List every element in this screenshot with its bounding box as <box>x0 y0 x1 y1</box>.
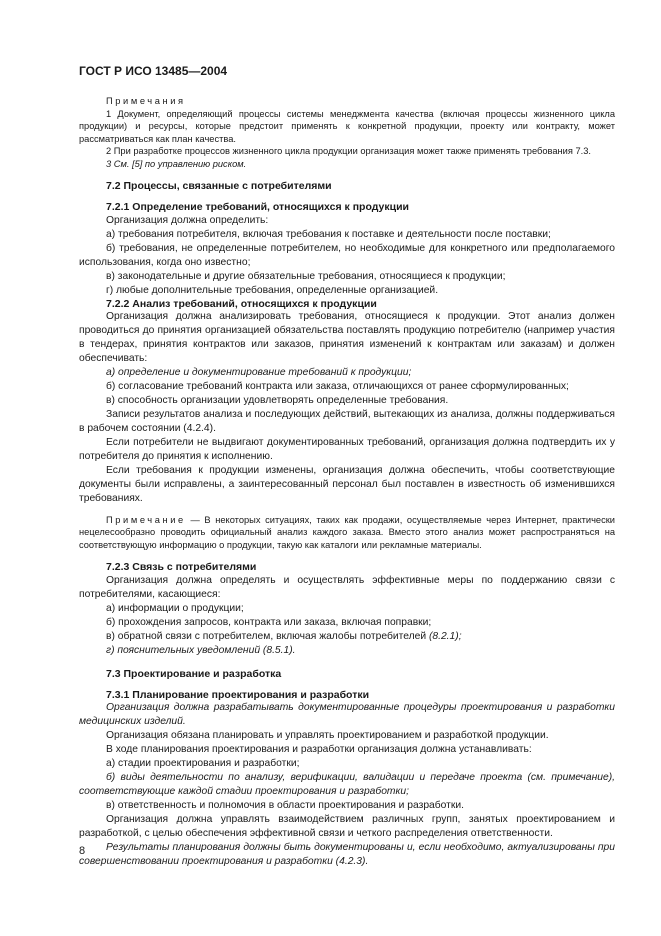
page-number: 8 <box>79 845 86 857</box>
paragraph: Организация должна разрабатывать документированные процедуры проектирования и разработки медицинских изделий. <box>79 702 615 728</box>
paragraph: Если потребители не выдвигают документированных требований, организация должна подтвердить их у потребителя до принятия к исполнению. <box>79 436 615 462</box>
list-item: г) пояснительных уведомлений (8.5.1). <box>106 645 296 657</box>
clause-reference: (8.2.1); <box>428 631 462 643</box>
note-1: 1 Документ, определяющий процессы системы менеджмента качества (включая процессы жизненного цикла продукции) и ресурсы, которые предстоит применять к конкретной продукции, проекту или контракту, может рассматриваться как план качества. <box>79 108 615 144</box>
list-item: г) любые дополнительные требования, определенные организацией. <box>106 284 439 296</box>
list-item: а) стадии проектирования и разработки; <box>106 758 300 770</box>
list-item: а) определение и документирование требований к продукции; <box>106 366 412 378</box>
note-text: — В некоторых ситуациях, таких как продажи, осуществляемые через Интернет, практически нецелесообразно проводить официальный анализ каждого заказа. Вместо этого анализ может распространяться на соответствующую информацию о продукции, такую как каталоги или рекламные материалы. <box>79 514 615 550</box>
document-header: ГОСТ Р ИСО 13485—2004 <box>79 64 228 78</box>
paragraph: Результаты планирования должны быть документированы и, если необходимо, актуализированы при совершенствовании проектирования и разработки (4.2.3). <box>79 842 615 868</box>
page-content <box>79 95 615 869</box>
list-item: а) требования потребителя, включая требования к поставке и деятельности после поставки; <box>106 228 551 240</box>
list-item-text: в) обратной связи с потребителем, включая жалобы потребителей <box>106 631 429 643</box>
list-item: в) способность организации удовлетворять определенные требования. <box>106 394 449 406</box>
section-7-2-1-title: 7.2.1 Определение требований, относящихся к продукции <box>106 200 409 213</box>
paragraph: Организация должна управлять взаимодействием различных групп, занятых проектированием и разработкой, с целью обеспечения эффективной связи и четкого распределения ответственности. <box>79 814 615 840</box>
paragraph: Организация обязана планировать и управлять проектированием и разработкой продукции. <box>106 730 549 742</box>
notes-title: Примечания <box>106 96 186 106</box>
list-item: а) информации о продукции; <box>106 603 244 615</box>
section-7-3-1-title: 7.3.1 Планирование проектирования и разработки <box>106 689 370 702</box>
paragraph: В ходе планирования проектирования и разработки организация должна устанавливать: <box>106 744 532 756</box>
paragraph: Если требования к продукции изменены, организация должна обеспечить, чтобы соответствующие документы были исправлены, а заинтересованный персонал был поставлен в известность об изменившихся требованиях. <box>79 464 615 504</box>
paragraph: Организация должна определять и осуществлять эффективные меры по поддержанию связи с потребителями, касающиеся: <box>79 575 615 601</box>
note-2: 2 При разработке процессов жизненного цикла продукции организация может также применять требования 7.3. <box>106 146 591 157</box>
list-item <box>79 630 615 644</box>
list-item: б) прохождения запросов, контракта или заказа, включая поправки; <box>106 617 432 629</box>
list-item: в) законодательные и другие обязательные требования, относящиеся к продукции; <box>106 270 506 282</box>
paragraph: Организация должна определить: <box>106 214 269 226</box>
list-item: б) согласование требований контракта или заказа, отличающихся от ранее сформулированных; <box>106 380 569 392</box>
section-7-2-2-title: 7.2.2 Анализ требований, относящихся к продукции <box>106 297 377 310</box>
note-paragraph <box>79 514 615 552</box>
list-item: б) виды деятельности по анализу, верификации, валидации и передаче проекта (см. примечание), соответствующие каждой стадии проектирования и разработки; <box>79 772 615 798</box>
list-item: б) требования, не определенные потребителем, но необходимые для конкретного или предполагаемого использования, когда оно известно; <box>79 242 615 268</box>
paragraph: Организация должна анализировать требования, относящиеся к продукции. Этот анализ должен проводиться до принятия организацией обязательства поставлять продукцию потребителю (например участия в тендерах, принятия контрактов или заказов, принятия изменений к контрактам или заказам) и должен обеспечивать: <box>79 310 615 364</box>
list-item: в) ответственность и полномочия в области проектирования и разработки. <box>106 800 465 812</box>
paragraph: Записи результатов анализа и последующих действий, вытекающих из анализа, должны поддерживаться в рабочем состоянии (4.2.4). <box>79 408 615 434</box>
section-7-2-3-title: 7.2.3 Связь с потребителями <box>106 561 257 574</box>
section-7-3-title: 7.3 Проектирование и разработка <box>106 668 282 681</box>
note-label: Примечание <box>106 514 186 525</box>
section-7-2-title: 7.2 Процессы, связанные с потребителями <box>106 179 332 192</box>
note-3: 3 См. [5] по управлению риском. <box>106 158 247 169</box>
